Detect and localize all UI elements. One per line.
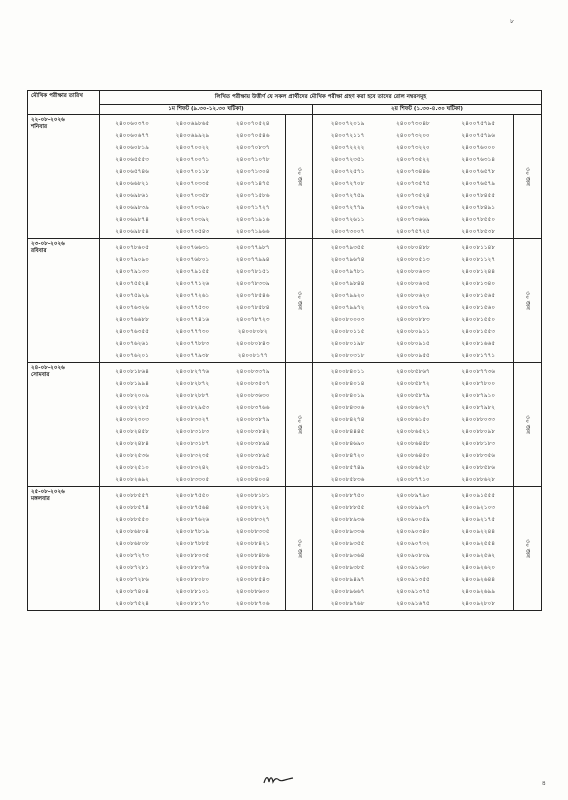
roll-number: ২৪০০৮৮০৯৮	[461, 429, 496, 435]
roll-number: ২৪০০৭৫৭২৫	[396, 229, 430, 235]
roll-number: ২৪০০৮০৬২০	[396, 293, 430, 299]
roll-number: ২৪০০৭৫৭৯৬	[461, 133, 496, 139]
roll-number: ২৪০০৮২০০৯	[115, 393, 149, 399]
roll-number: ২৪০০৮৫৮৬৭	[396, 369, 430, 375]
roll-number: ২৪০০৭০৩৯২	[175, 217, 210, 223]
roll-number: ২৪০০৭৯৮৪৪	[330, 281, 365, 287]
roll-number: ২৪০০৭৩০০৭	[330, 229, 365, 235]
roll-number: ২৪০০৭৮৫৩৮	[461, 229, 496, 235]
roll-number: ২৪০০৭৯০৯০	[115, 257, 149, 263]
roll-number: ২৪০০৭৩২০০	[396, 133, 430, 139]
shift1-rolls	[100, 487, 286, 611]
roll-number: ২৪০০৮৮০৭৬	[175, 565, 210, 571]
roll-number: ২৪০০৮০১১৫	[330, 329, 365, 335]
roll-number: ২৪০০৮৭৭৩৬	[461, 369, 496, 375]
roll-number: ২৪০০৮৬৪৫০	[396, 453, 430, 459]
roll-number: ২৪০০৮১৫৬০	[461, 305, 496, 311]
roll-number: ২৪০০৮৭২৮১	[115, 565, 149, 571]
exam-date: ২৩-০৮-২০২৬	[31, 241, 65, 247]
roll-number: ২৪০০৭৬৬৩১	[175, 245, 210, 251]
roll-number: ২৪০০৬৯৯২৯	[175, 133, 210, 139]
shift2-count	[514, 363, 542, 487]
roll-number: ২৪০০৭৯১৫৫	[175, 269, 210, 275]
roll-number: ২৪০০৬৯৮৭৪	[115, 217, 149, 223]
roll-number: ২৪০০৭৬৮০১	[175, 257, 210, 263]
roll-number: ২৪০০৭৩৬৬৯	[396, 217, 430, 223]
roll-number: ২৪০০৮২৮৮৭	[175, 393, 210, 399]
roll-number: ২৪০০৮৮১৮১	[236, 493, 270, 499]
date-cell	[28, 115, 100, 239]
roll-number: ২৪০০৬০৩৭০	[115, 121, 149, 127]
exam-weekday: মঙ্গলবার	[31, 496, 50, 502]
roll-number: ২৪০০৯২৮০৮	[461, 601, 496, 607]
roll-number: ২৪০০৯১৩৫৫	[396, 577, 430, 583]
roll-number: ২৪০০৮৮৫৫০	[115, 517, 149, 523]
roll-number: ২৪০০৭২৭০৮	[330, 181, 365, 187]
roll-number: ২৪০০৮৯৩৩৬	[330, 529, 365, 535]
roll-number: ২৪০০৮০৫১৩	[396, 257, 430, 263]
roll-number: ২৪০০৭০৫২৪	[236, 121, 270, 127]
date-cell	[28, 487, 100, 611]
shift1-rolls	[100, 363, 286, 487]
schedule-table	[27, 90, 542, 611]
roll-number: ২৪০০৮২৮৭২	[175, 381, 210, 387]
roll-number: ২৪০০৭৮৭২৩	[236, 317, 270, 323]
roll-number: ২৪০০৮২৬৯২	[115, 477, 149, 483]
roll-number: ২৪০০৮৮৩২৭	[236, 517, 270, 523]
roll-number: ২৪০০৮৩৯৫১	[236, 465, 270, 471]
roll-number: ২৪০০৬৯৮৬৫	[175, 121, 210, 127]
roll-number: ২৪০০৭৫৯২৯	[115, 293, 149, 299]
roll-number: ২৪০০৭৬৬৮৮	[115, 317, 149, 323]
roll-number: ২৪০০৮০১৯৮	[330, 341, 365, 347]
roll-number: ২৪০০৯২১০৩	[461, 505, 496, 511]
roll-number: ২৪০০৮৮৪২১	[236, 541, 270, 547]
roll-number: ২৪০০৯১৩৭৫	[396, 589, 430, 595]
roll-number: ২৪০০৮৪৩০৬	[330, 405, 365, 411]
roll-number: ২৪০০৮০৮৪৩	[236, 341, 270, 347]
shift2-rolls	[313, 363, 514, 487]
shift1-count	[286, 487, 313, 611]
roll-number: ২৪০০৮৩৫০৭	[236, 381, 270, 387]
roll-number: ২৪০০৮৭৯১০	[461, 393, 496, 399]
roll-number: ২৪০০৮১৮৬৪	[115, 369, 149, 375]
roll-number: ২৪০০৮৯৯০৭	[396, 505, 430, 511]
roll-number: ২৪০০৭৮৫৮৪	[236, 305, 270, 311]
roll-number: ২৪০০৮১৩৪০	[461, 281, 496, 287]
roll-number: ২৪০০৭০৩৯০	[175, 205, 210, 211]
day-row	[28, 115, 542, 239]
roll-number: ২৪০০৮২৪৫৮	[115, 429, 149, 435]
roll-number: ২৪০০৭৩৪৪৬	[396, 169, 430, 175]
roll-number: ২৪০০৮৩২৪২	[175, 465, 210, 471]
shift2-count	[514, 115, 542, 239]
roll-number: ২৪০০৬৫৫৫৩	[115, 157, 149, 163]
candidate-count: ৩০ জন	[524, 415, 532, 434]
roll-number: ২৪০০৭৯৬৭৪	[330, 257, 365, 263]
roll-number: ২৪০০৮৫৮৭২	[396, 381, 430, 387]
roll-number: ২৪০০৭৭৯৩৮	[175, 353, 210, 359]
roll-number: ২৪০০৮১৭৭	[237, 353, 268, 359]
roll-number: ২৪০০৮৪৭২০	[330, 453, 365, 459]
roll-number: ২৪০০৯২৫৫৪	[461, 541, 496, 547]
roll-number: ২৪০০৮৮০৩৫	[175, 553, 210, 559]
roll-number: ২৪০০৮০৬০৫	[396, 281, 430, 287]
roll-number: ২৪০০৭২১১৭	[330, 133, 365, 139]
roll-number: ২৪০০৭৮৬০৫	[115, 245, 149, 251]
roll-number: ২৪০০৭১৯৬৬	[236, 229, 270, 235]
roll-number: ২৪০০৮৮৫০৯	[236, 565, 270, 571]
roll-number: ২৪০০৮৭৯৮২	[461, 405, 496, 411]
roll-number: ২৪০০৮১৭৭১	[461, 353, 496, 359]
roll-number: ২৪০০৭১৪৭৫	[236, 181, 270, 187]
roll-number: ২৪০০৭৩৬২২	[396, 205, 430, 211]
roll-number: ২৪০০৭০৩৩৫	[175, 181, 210, 187]
roll-number: ২৪০০৭৭৪১৬	[175, 317, 210, 323]
roll-number: ২৪০০৮১১৪৮	[461, 245, 496, 251]
roll-number: ২৪০০৭২৫৭১	[330, 169, 365, 175]
shift1-count	[286, 363, 313, 487]
exam-date: ২২-০৮-২০২৬	[31, 117, 65, 123]
main-header: লিখিত পরীক্ষায় উত্তীর্ণ যে সকল প্রার্থীদের মৌখিক পরীক্ষা গ্রহণ করা হবে তাদের রোল নম্বরসমূহ	[100, 91, 542, 105]
roll-number: ২৪০০৭০০৭১	[175, 157, 210, 163]
roll-number: ২৪০০৮৭৬২৬	[175, 517, 210, 523]
roll-number: ২৪০০৮৪২৭৪	[330, 417, 365, 423]
roll-number: ২৪০০৮৯৬৬৭	[330, 589, 365, 595]
shift2-count	[514, 487, 542, 611]
roll-number: ২৪০০৭৮৫৪৬	[236, 293, 270, 299]
roll-number: ২৪০০৮৮০৩৩	[461, 417, 496, 423]
roll-number: ২৪০০৭৮৫৫০	[461, 217, 496, 223]
page-number: ৪	[541, 779, 546, 787]
roll-number: ২৪০০৯০৩৪০	[396, 529, 430, 535]
roll-number: ২৪০০৮৬৫২৮	[396, 465, 430, 471]
roll-number: ২৪০০৭০৫৪৬	[236, 133, 270, 139]
roll-number: ২৪০০৭৯৯৭২	[330, 305, 365, 311]
roll-number: ২৪০০৬০৬৭৭	[115, 133, 149, 139]
roll-number: ২৪০০৬৬৮২১	[115, 181, 149, 187]
roll-number: ২৪০০৮৪০০৪	[236, 477, 270, 483]
page-mark: ৮	[510, 18, 514, 25]
roll-number: ২৪০০৭৭২৬১	[175, 293, 210, 299]
roll-number: ২৪০০৭৩৫২২	[396, 157, 430, 163]
roll-number: ২৪০০৮৬৮০৮	[115, 541, 149, 547]
shift2-count	[514, 239, 542, 363]
candidate-count: ৩০ জন	[524, 167, 532, 186]
roll-number: ২৪০০৮৯৭৬৮	[330, 601, 365, 607]
roll-number: ২৪০০৮৮৫৮৬	[461, 465, 496, 471]
roll-number: ২৪০০৭১৫৮৬	[236, 193, 270, 199]
roll-number: ২৪০০৮৩২৩৫	[175, 453, 210, 459]
roll-number: ২৪০০৮১২৪৪	[461, 269, 496, 275]
roll-number: ২৪০০৮২২৮৫	[115, 405, 149, 411]
roll-number: ২৪০০৭৩০৪৮	[396, 121, 430, 127]
roll-number: ২৪০০৮৯৭৯০	[396, 493, 430, 499]
roll-number: ২৪০০৮০৬০৩	[396, 269, 430, 275]
roll-number: ২৪০০৮৬৫২১	[396, 429, 430, 435]
roll-number: ২৪০০৭০০২২	[175, 145, 210, 151]
date-cell	[28, 239, 100, 363]
roll-number: ২৪০০৭৭৮৮৩	[175, 341, 210, 347]
roll-number: ২৪০০৭৭৫৩০	[175, 305, 210, 311]
roll-number: ২৪০০৭৬৩২৬	[115, 305, 149, 311]
day-row	[28, 487, 542, 611]
roll-number: ২৪০০৭৭৯৯৪	[236, 257, 270, 263]
roll-number: ২৪০০৮৯৩৫৫	[330, 541, 365, 547]
roll-number: ২৪০০৮৪৪৪৫	[330, 429, 365, 435]
shift2-header: ২য় শিফট (১.৩০-৪.৩০ ঘটিকা)	[313, 105, 542, 115]
roll-number: ২৪০০৬৯৮৬১	[115, 193, 149, 199]
roll-number: ২৪০০৭২৩৫১	[330, 157, 365, 163]
roll-number: ২৪০০৯০৭৩২	[396, 541, 430, 547]
roll-number: ২৪০০৮০৪৮৮	[396, 245, 430, 251]
roll-number: ২৪০০৮৪৬৯০	[330, 441, 365, 447]
candidate-count: ৩০ জন	[295, 415, 303, 434]
roll-number: ২৪০০৯২২৪৪	[461, 529, 496, 535]
roll-number: ২৪০০৮৩১৮৩	[175, 429, 210, 435]
roll-number: ২৪০০৮৩৬৩০	[236, 393, 270, 399]
roll-number: ২৪০০৭৭৭৩০	[175, 329, 210, 335]
roll-number: ২৪০০৮৭৫৬৪	[175, 505, 210, 511]
roll-number: ২৪০০৮৮৯৩৬	[330, 517, 365, 523]
roll-number: ২৪০০৮১৫৫৩	[461, 329, 496, 335]
roll-number: ২৪০০৮৪০১৯	[330, 393, 365, 399]
roll-number: ২৪০০৭৮৪৫৫	[461, 193, 496, 199]
roll-number: ২৪০০৭৩৫২৪	[396, 193, 430, 199]
roll-number: ২৪০০৮৮৬২৮	[461, 477, 496, 483]
roll-number: ২৪০০৮৮১৭০	[175, 601, 210, 607]
roll-number: ২৪০০৮৭৮০০	[461, 381, 496, 387]
roll-number: ২৪০০৮৪০১৪	[330, 381, 365, 387]
roll-number: ২৪০০৯২৬২০	[461, 565, 496, 571]
exam-weekday: সোমবার	[31, 372, 50, 378]
roll-number: ২৪০০৮৮৫৫৭	[115, 493, 149, 499]
roll-number: ২৪০০৭০৮৩৭	[236, 145, 270, 151]
candidate-count: ৩০ জন	[295, 167, 303, 186]
roll-number: ২৪০০৮৮৭৫০	[330, 493, 365, 499]
roll-number: ২৪০০৭৭৯৮৭	[236, 245, 270, 251]
roll-number: ২৪০০৮২৫১০	[115, 465, 149, 471]
roll-number: ২৪০০৮২৩০৩	[115, 417, 149, 423]
roll-number: ২৪০০৮২৫৩৬	[115, 453, 149, 459]
day-row	[28, 239, 542, 363]
roll-number: ২৪০০৮০৮২	[237, 329, 268, 335]
day-row	[28, 363, 542, 487]
roll-number: ২৪০০৮৮৬০০	[236, 589, 270, 595]
roll-number: ২৪০০৭৬৫৭৯	[461, 181, 496, 187]
roll-number: ২৪০০৮০০০৩	[330, 317, 365, 323]
roll-number: ২৪০০৮৭৪০৪	[115, 589, 149, 595]
shift1-count	[286, 115, 313, 239]
roll-number: ২৪০০৮৭৮১৯	[175, 529, 210, 535]
roll-number: ২৪০০৬০৮১৯	[115, 145, 149, 151]
roll-number: ২৪০০৮৯৩৬৪	[330, 553, 365, 559]
roll-number: ২৪০০৮৩৩৭৯	[236, 369, 270, 375]
roll-number: ২৪০০৬৫৭৪৬	[115, 169, 149, 175]
roll-number: ২৪০০৮৮২১২	[236, 505, 270, 511]
roll-number: ২৪০০৮৯৪৯৭	[330, 577, 365, 583]
roll-number: ২৪০০৭৭১২৬	[175, 281, 210, 287]
roll-number: ২৪০০৬৯৮৩৯	[115, 205, 149, 211]
roll-number: ২৪০০৯২৬৯৯	[461, 589, 496, 595]
roll-number: ২৪০০৭২২২২	[330, 145, 365, 151]
roll-number: ২৪০০৬৯৮৫৪	[115, 229, 149, 235]
roll-number: ২৪০০৭১৯১৬	[236, 217, 270, 223]
roll-number: ২৪০০৮৭৭১০	[396, 477, 430, 483]
date-cell	[28, 363, 100, 487]
roll-number: ২৪০০৮১৯৯৪	[115, 381, 149, 387]
roll-number: ২৪০০৮৩৮৯৪	[236, 441, 270, 447]
roll-number: ২৪০০৮০৩১৮	[330, 353, 365, 359]
roll-number: ২৪০০৭২০১৯	[330, 121, 365, 127]
roll-number: ২৪০০৮৭২৭৩	[115, 553, 149, 559]
roll-number: ২৪০০৭৬৩৫৫	[115, 329, 149, 335]
roll-number: ২৪০০৭১০৭৮	[236, 157, 270, 163]
candidate-count: ৩০ জন	[524, 539, 532, 558]
roll-number: ২৪০০৯২৫৬২	[461, 553, 496, 559]
roll-number: ২৪০০৭৮৪৯১	[461, 205, 496, 211]
roll-number: ২৪০০৭১৩০৪	[236, 169, 270, 175]
roll-number: ২৪০০৮৩৭৬৬	[236, 405, 270, 411]
shift2-rolls	[313, 487, 514, 611]
roll-number: ২৪০০৭২৭৫৯	[330, 193, 365, 199]
roll-number: ২৪০০৮৭৫২৪	[115, 601, 149, 607]
roll-number: ২৪০০৯০০৫৯	[396, 517, 430, 523]
roll-number: ২৪০০৮১১২৭	[461, 257, 496, 263]
roll-number: ২৪০০৭৯৭৮১	[330, 269, 365, 275]
roll-number: ২৪০০৯১৫৫৫	[461, 493, 496, 499]
roll-number: ২৪০০৮০৮৮৩	[396, 317, 430, 323]
shift1-rolls	[100, 239, 286, 363]
shift1-count	[286, 239, 313, 363]
exam-date: ২৪-০৮-২০২৬	[31, 365, 65, 371]
roll-number: ২৪০০৮৬১৫০	[396, 417, 430, 423]
roll-number: ২৪০০৭৫৭৯৫	[461, 121, 496, 127]
roll-number: ২৪০০৭৬৩১৪	[461, 157, 496, 163]
shift1-rolls	[100, 115, 286, 239]
roll-number: ২৪০০৮৮৫৪৩	[236, 577, 270, 583]
roll-number: ২৪০০৮৩৮৪২	[236, 429, 270, 435]
roll-number: ২৪০০৮১৫৫০	[461, 317, 496, 323]
roll-number: ২৪০০৮৭৮৮৫	[175, 541, 210, 547]
candidate-count: ৩০ জন	[524, 291, 532, 310]
roll-number: ২৪০০৮৮৪৮৬	[236, 553, 270, 559]
roll-number: ২৪০০৮৬০২৭	[396, 405, 430, 411]
date-column-header: মৌখিক পরীক্ষার তারিখ	[28, 91, 100, 115]
roll-number: ২৪০০৭৩২২০	[396, 145, 430, 151]
candidate-count: ৩০ জন	[295, 291, 303, 310]
roll-number: ২৪০০৭৬২০১	[115, 353, 149, 359]
roll-number: ২৪০০৭০৩৫৮	[175, 193, 210, 199]
roll-number: ২৪০০৭০৫৪৩	[175, 229, 210, 235]
roll-number: ২৪০০৮৩৮৯৫	[236, 453, 270, 459]
roll-number: ২৪০০৯১০৬০	[396, 565, 430, 571]
roll-number: ২৪০০৮২৯৫৩	[175, 405, 210, 411]
roll-number: ২৪০০৮৮৫৭৪	[115, 505, 149, 511]
roll-number: ২৪০০৮৬৮০৪	[115, 529, 149, 535]
roll-number: ২৪০০৮০৯১৫	[396, 341, 430, 347]
roll-number: ২৪০০৮৫৮৩৬	[330, 477, 365, 483]
candidate-count: ৩০ জন	[295, 539, 303, 558]
roll-number: ২৪০০৮৪০১১	[330, 369, 365, 375]
roll-number: ২৪০০৮২৭৭৬	[175, 369, 210, 375]
roll-number: ২৪০০৮০৯১১	[396, 329, 430, 335]
roll-number: ২৪০০৭৮৩৩৯	[236, 281, 270, 287]
roll-number: ২৪০০৮০৭০৯	[396, 305, 430, 311]
roll-number: ২৪০০৮৮৩৩৫	[236, 529, 270, 535]
roll-number: ২৪০০৮১৫৬৫	[461, 293, 496, 299]
roll-number: ২৪০০৭১৭২৭	[236, 205, 270, 211]
roll-number: ২৪০০৮৮১৮৩	[461, 441, 496, 447]
roll-number: ২৪০০৮৭৫৫০	[175, 493, 210, 499]
roll-number: ২৪০০৭৩৫৭৫	[396, 181, 430, 187]
roll-number: ২৪০০৮৩৩০৫	[175, 477, 210, 483]
shift2-rolls	[313, 239, 514, 363]
roll-number: ২৪০০৯০৮০৯	[396, 553, 430, 559]
roll-number: ২৪০০৭৯১৩৩	[115, 269, 149, 275]
roll-number: ২৪০০৮৫৮৭৯	[396, 393, 430, 399]
exam-weekday: রবিবার	[31, 248, 47, 254]
signature	[262, 773, 296, 787]
roll-number: ২৪০০৭৯৩৫৫	[330, 245, 365, 251]
shift1-header: ১ম শিফট (৯.৩০-১২.৩০ ঘটিকা)	[100, 105, 313, 115]
roll-number: ২৪০০৮৫৭৪৯	[330, 465, 365, 471]
roll-number: ২৪০০৮৭২৮৬	[115, 577, 149, 583]
exam-weekday: শনিবার	[31, 124, 48, 130]
roll-number: ২৪০০৮৮৩৫৬	[461, 453, 496, 459]
roll-number: ২৪০০৮৮৭০৬	[236, 601, 270, 607]
roll-number: ২৪০০৮০৯৫৫	[396, 353, 430, 359]
roll-number: ২৪০০৭৫৫২৪	[115, 281, 149, 287]
roll-number: ২৪০০৯২১৭৫	[461, 517, 496, 523]
roll-number: ২৪০০৮২৪৮৪	[115, 441, 149, 447]
roll-number: ২৪০০৭২৭৭৯	[330, 205, 365, 211]
roll-number: ২৪০০৮৮১০১	[175, 589, 210, 595]
roll-number: ২৪০০৮৩৮৭৯	[236, 417, 270, 423]
roll-number: ২৪০০৯১৬৭৫	[396, 601, 430, 607]
roll-number: ২৪০০৭৮১৫১	[236, 269, 270, 275]
roll-number: ২৪০০৮১৬৬৫	[461, 341, 496, 347]
roll-number: ২৪০০৮৯৩৮৫	[330, 565, 365, 571]
roll-number: ২৪০০৭৯৯২০	[330, 293, 365, 299]
roll-number: ২৪০০৮৩১৮৭	[175, 441, 210, 447]
roll-number: ২৪০০৮৮০৮০	[175, 577, 210, 583]
roll-number: ২৪০০৭৬০০০	[461, 145, 496, 151]
roll-number: ২৪০০৭০১১৮	[175, 169, 210, 175]
roll-number: ২৪০০৭৬২৬১	[115, 341, 149, 347]
shift2-rolls	[313, 115, 514, 239]
roll-number: ২৪০০৭২৬১১	[330, 217, 365, 223]
roll-number: ২৪০০৮৩০২৭	[175, 417, 210, 423]
roll-number: ২৪০০৮৬৪৫৮	[396, 441, 430, 447]
roll-number: ২৪০০৯২৬৪৪	[461, 577, 496, 583]
roll-number: ২৪০০৭৬৫৭৮	[461, 169, 496, 175]
exam-date: ২৫-০৮-২০২৬	[31, 489, 65, 495]
roll-number: ২৪০০৮৮৮৫৫	[330, 505, 365, 511]
days-body	[28, 115, 542, 611]
